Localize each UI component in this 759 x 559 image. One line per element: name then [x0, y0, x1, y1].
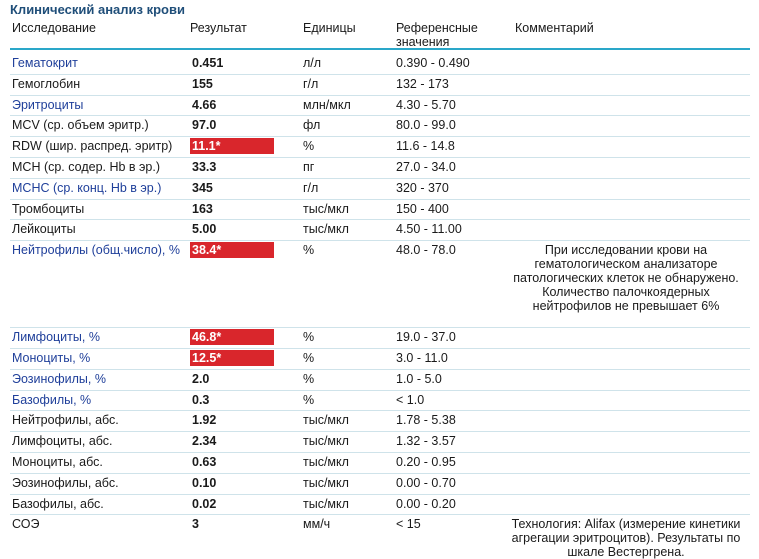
table-row [10, 391, 750, 412]
table-row [10, 515, 750, 559]
result-value-flagged: 11.1* [190, 138, 274, 154]
reference-range: 0.20 - 0.95 [396, 454, 456, 469]
reference-range: 0.00 - 0.70 [396, 475, 456, 490]
test-name: Эозинофилы, % [12, 371, 106, 386]
result-value: 2.34 [192, 434, 217, 449]
table-row [10, 200, 750, 221]
result-value: 0.451 [192, 56, 224, 70]
results-table [10, 54, 750, 559]
test-name: MCV (ср. объем эритр.) [12, 118, 149, 133]
test-name: RDW (шир. распред. эритр) [12, 139, 173, 154]
unit: тыс/мкл [303, 222, 349, 237]
test-name: Гематокрит [12, 56, 78, 70]
table-row [10, 432, 750, 453]
unit: % [303, 243, 315, 258]
unit: млн/мкл [303, 97, 351, 112]
result-value: 0.02 [192, 496, 217, 511]
unit: пг [303, 159, 315, 174]
test-name: MCHC (ср. конц. Hb в эр.) [12, 180, 162, 195]
table-row [10, 495, 750, 516]
test-name: Гемоглобин [12, 76, 81, 91]
header-result: Результат [190, 21, 247, 35]
reference-range: 3.0 - 11.0 [396, 350, 448, 365]
table-row [10, 179, 750, 200]
result-value: 5.00 [192, 222, 217, 237]
reference-range: 4.50 - 11.00 [396, 222, 462, 237]
result-value: 33.3 [192, 159, 217, 174]
reference-range: < 1.0 [396, 392, 425, 407]
reference-range: 27.0 - 34.0 [396, 159, 456, 174]
result-value: 1.92 [192, 413, 217, 428]
result-value: 3 [192, 517, 199, 532]
header-divider [10, 48, 750, 50]
test-name: СОЭ [12, 517, 40, 532]
table-row [10, 116, 750, 137]
result-value: 0.63 [192, 454, 217, 469]
unit: тыс/мкл [303, 434, 349, 449]
reference-range: 11.6 - 14.8 [396, 139, 455, 154]
unit: тыс/мкл [303, 454, 349, 469]
reference-range: 0.390 - 0.490 [396, 56, 470, 70]
unit: тыс/мкл [303, 201, 349, 216]
table-row [10, 96, 750, 117]
unit: тыс/мкл [303, 413, 349, 428]
test-name: Базофилы, % [12, 392, 92, 407]
reference-range: 320 - 370 [396, 180, 449, 195]
table-row [10, 474, 750, 495]
reference-range: 132 - 173 [396, 76, 449, 91]
result-value: 0.10 [192, 475, 217, 490]
result-value-flagged: 46.8* [190, 329, 274, 345]
result-value: 163 [192, 201, 213, 216]
result-value: 0.3 [192, 392, 210, 407]
header-comment: Комментарий [515, 21, 594, 35]
test-name: Эозинофилы, абс. [12, 475, 119, 490]
test-name: Лейкоциты [12, 222, 76, 237]
table-row [10, 349, 750, 370]
header-ref: Референсные значения [396, 21, 478, 49]
table-row [10, 220, 750, 241]
table-row [10, 411, 750, 432]
table-row [10, 453, 750, 474]
table-row [10, 241, 750, 328]
test-name: MCH (ср. содер. Hb в эр.) [12, 159, 160, 174]
unit: % [303, 350, 315, 365]
table-row [10, 328, 750, 349]
result-value: 4.66 [192, 97, 217, 112]
unit: мм/ч [303, 517, 331, 532]
reference-range: 1.32 - 3.57 [396, 434, 456, 449]
reference-range: 0.00 - 0.20 [396, 496, 456, 511]
reference-range: 19.0 - 37.0 [396, 330, 456, 345]
result-value-flagged: 12.5* [190, 350, 274, 366]
reference-range: < 15 [396, 517, 421, 532]
table-row [10, 370, 750, 391]
report-title: Клинический анализ крови [10, 2, 185, 17]
table-row [10, 158, 750, 179]
table-row [10, 54, 750, 75]
result-value: 345 [192, 180, 213, 195]
test-name: Эритроциты [12, 97, 84, 112]
header-unit: Единицы [303, 21, 356, 35]
result-value: 97.0 [192, 118, 217, 133]
result-value: 155 [192, 76, 213, 91]
test-name: Нейтрофилы (общ.число), % [12, 243, 180, 258]
reference-range: 1.0 - 5.0 [396, 371, 442, 386]
header-name: Исследование [12, 21, 96, 35]
result-value: 2.0 [192, 371, 210, 386]
table-row [10, 75, 750, 96]
test-name: Моноциты, % [12, 350, 91, 365]
test-name: Базофилы, абс. [12, 496, 104, 511]
unit: % [303, 139, 315, 154]
table-row [10, 137, 750, 158]
reference-range: 4.30 - 5.70 [396, 97, 456, 112]
unit: г/л [303, 180, 319, 195]
test-name: Лимфоциты, абс. [12, 434, 113, 449]
test-name: Лимфоциты, % [12, 330, 100, 345]
comment: При исследовании крови на гематологическом анализаторе патологических клеток не обнаружено. Количество палочкоядерных нейтрофилов не превышает 6% [513, 243, 739, 314]
unit: тыс/мкл [303, 475, 349, 490]
test-name: Моноциты, абс. [12, 454, 103, 469]
reference-range: 80.0 - 99.0 [396, 118, 456, 133]
reference-range: 1.78 - 5.38 [396, 413, 456, 428]
test-name: Нейтрофилы, абс. [12, 413, 119, 428]
reference-range: 48.0 - 78.0 [396, 243, 456, 258]
unit: % [303, 392, 315, 407]
unit: г/л [303, 76, 319, 91]
unit: л/л [303, 56, 322, 70]
test-name: Тромбоциты [12, 201, 85, 216]
comment: Технология: Alifax (измерение кинетики агрегации эритроцитов). Результаты по шкале Вестергрена. [511, 517, 741, 559]
unit: % [303, 330, 315, 345]
unit: % [303, 371, 315, 386]
result-value-flagged: 38.4* [190, 242, 274, 258]
unit: фл [303, 118, 321, 133]
unit: тыс/мкл [303, 496, 349, 511]
reference-range: 150 - 400 [396, 201, 449, 216]
